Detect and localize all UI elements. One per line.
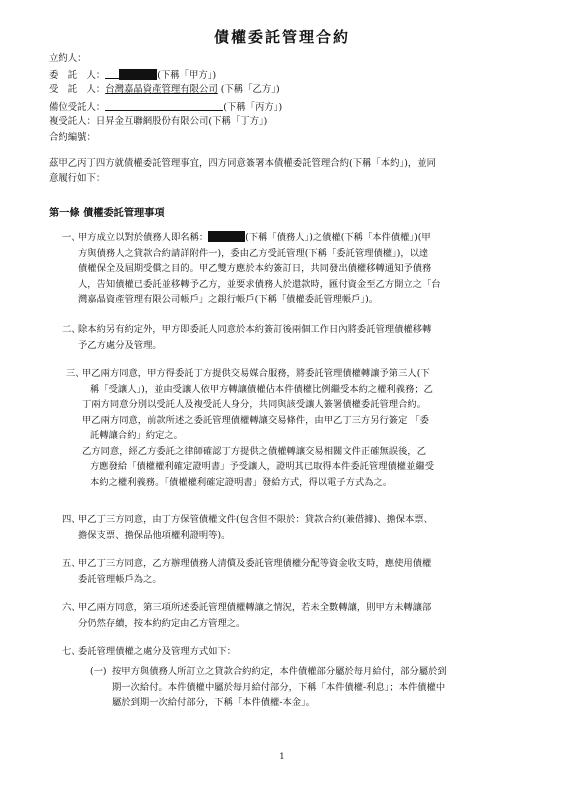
clause-text: (下稱「債務人」)之債權(下稱「本件債權」)(甲 [245, 232, 431, 243]
clause-body [78, 322, 431, 353]
backup-trustee-suffix: (下稱「丙方」) [223, 102, 283, 113]
clause-item-1 [62, 230, 532, 310]
clause-line [78, 230, 441, 246]
redacted-name [119, 69, 157, 80]
clause-number: 六、 [62, 602, 81, 613]
preamble-line: 意履行如下： [49, 173, 106, 184]
document-title: 債權委託管理合約 [213, 28, 350, 46]
trustee-line [49, 84, 280, 96]
clause-number: 一、 [62, 232, 81, 243]
clause-line: 擔保支票、擔保品他項權利證明等)。 [78, 529, 231, 541]
sub-clause-number: (一) [90, 666, 107, 677]
preamble-line: 茲甲乙丙丁四方就債權委託管理事宜，四方同意簽署本債權委託管理合約(下稱「本約」)，並同 [49, 158, 436, 169]
clause-body [78, 230, 441, 308]
clause-line: 按甲方與債務人所訂立之貸款合約約定，本件債權部分屬於每月給付，部分屬於到 [112, 666, 447, 677]
trustee-suffix: (下稱「乙方」) [220, 84, 280, 95]
trustee-name: 台灣嘉晶資產管理有限公司 [105, 84, 218, 95]
clause-line: 期一次給付。本件債權中屬於每月給付部分，下稱「本件債權-利息」；本件債權中 [112, 681, 446, 693]
sub-clause-body [112, 664, 447, 711]
second-trustee-name: 日昇金互聯網股份有限公司 [95, 116, 209, 127]
clause-line: 方與債務人之貸款合約請詳附件一)，委由乙方受託管理(下稱「委託管理債權」)，以達 [78, 247, 429, 259]
clause-body [78, 644, 236, 660]
page-number: 1 [279, 752, 285, 762]
clause-line: 甲乙兩方同意，甲方得委託丁方提供交易媒合服務，將委託管理債權轉讓予第三人(下 [82, 368, 430, 379]
clause-line: 委託管理帳戶為之。 [78, 573, 162, 585]
clause-line: 予乙方處分及管理。 [78, 339, 162, 351]
parties-intro: 立約人： [49, 53, 87, 64]
redacted-debtor-name [208, 231, 245, 242]
clause-item-4 [62, 512, 532, 546]
clause-text: 甲方成立以對於債務人即名稱： [78, 232, 209, 243]
clause-body [78, 600, 431, 631]
clause-line: 債權保全及屆期受償之目的。甲乙雙方應於本約簽訂日，共同發出債權移轉通知予債務 [78, 263, 432, 274]
clause-line: 稱「受讓人」)，並由受讓人依甲方轉讓債權佔本件債權比例繼受本約之權利義務；乙 [90, 383, 433, 395]
section-title: 第一條 債權委託管理事項 [49, 207, 165, 219]
clause-line: 灣嘉晶資產管理有限公司帳戶」之銀行帳戶(下稱「債權委託管理帳戶」)。 [78, 294, 379, 305]
clause-line: 乙方同意，經乙方委託之律師確認丁方提供之債權轉讓交易相關文件正確無誤後，乙 [82, 445, 426, 457]
second-trustee-suffix: (下稱「丁方」) [208, 116, 268, 127]
entrustor-suffix: (下稱「甲方」) [157, 70, 217, 81]
entrustor-blank [105, 68, 119, 79]
clause-body [78, 512, 433, 543]
clause-number: 三、 [66, 368, 85, 379]
clause-line: 本約之權利義務。「債權權利確定證明書」發給方式，得以電子方式為之。 [90, 476, 393, 488]
clause-line: 丁兩方同意分別以受託人及複受託人身分，共同與該受讓人簽署債權委託管理合約。 [82, 399, 426, 410]
clause-line: 屬於到期一次給付部分，下稱「本件債權-本金」。 [112, 697, 316, 708]
backup-trustee-line [49, 100, 282, 114]
clause-line: 人，告知債權已委託並移轉予乙方，並要求債務人於還款時，匯付資金至乙方開立之「台 [78, 278, 441, 290]
trustee-label: 受 託 人： [49, 84, 106, 95]
second-trustee-label: 複受託人： [49, 116, 96, 127]
contract-number-label: 合約編號： [49, 132, 96, 143]
clause-line: 除本約另有約定外，甲方即委託人同意於本約簽訂後兩個工作日內將委託管理債權移轉 [78, 324, 432, 335]
entrustor-label: 委 託 人： [49, 70, 106, 81]
backup-trustee-blank [105, 100, 223, 111]
second-trustee-line [49, 116, 267, 128]
entrustor-line [49, 68, 216, 82]
clause-line: 甲乙兩方同意，前款所述之委託管理債權轉讓交易條件，由甲乙丁三方另行簽定 「委 [82, 414, 429, 426]
clause-number: 五、 [62, 558, 81, 569]
clause-item-2 [62, 322, 532, 356]
clause-number: 二、 [62, 324, 81, 335]
clause-line: 甲乙丁三方同意，由丁方保管債權文件(包含但不限於：貸款合約(兼借據)、擔保本票、 [78, 514, 433, 525]
clause-line: 委託管理債權之處分及管理方式如下： [78, 646, 237, 657]
clause-body [82, 366, 434, 490]
clause-line: 託轉讓合約」約定之。 [90, 430, 183, 441]
sub-clause-1 [90, 664, 530, 714]
clause-item-6 [62, 600, 532, 634]
clause-item-5 [62, 556, 532, 590]
clause-line: 分仍然存續，按本約約定由乙方管理之。 [78, 617, 246, 629]
clause-body [78, 556, 431, 587]
clause-line: 甲乙兩方同意，第三項所述委託管理債權轉讓之情況，若未全數轉讓，則甲方未轉讓部 [78, 602, 432, 613]
clause-line: 方應發給「債權權利確定證明書」予受讓人，證明其已取得本件委託管理債權並繼受 [90, 461, 434, 472]
clause-item-7 [62, 644, 532, 662]
clause-number: 七、 [62, 646, 81, 657]
clause-line: 甲乙丁三方同意，乙方辦理債務人清償及委託管理債權分配等資金收支時，應使用債權 [78, 558, 432, 569]
backup-trustee-label: 備位受託人： [49, 102, 106, 113]
preamble [49, 156, 519, 186]
clause-item-3 [66, 366, 536, 496]
clause-number: 四、 [62, 514, 81, 525]
